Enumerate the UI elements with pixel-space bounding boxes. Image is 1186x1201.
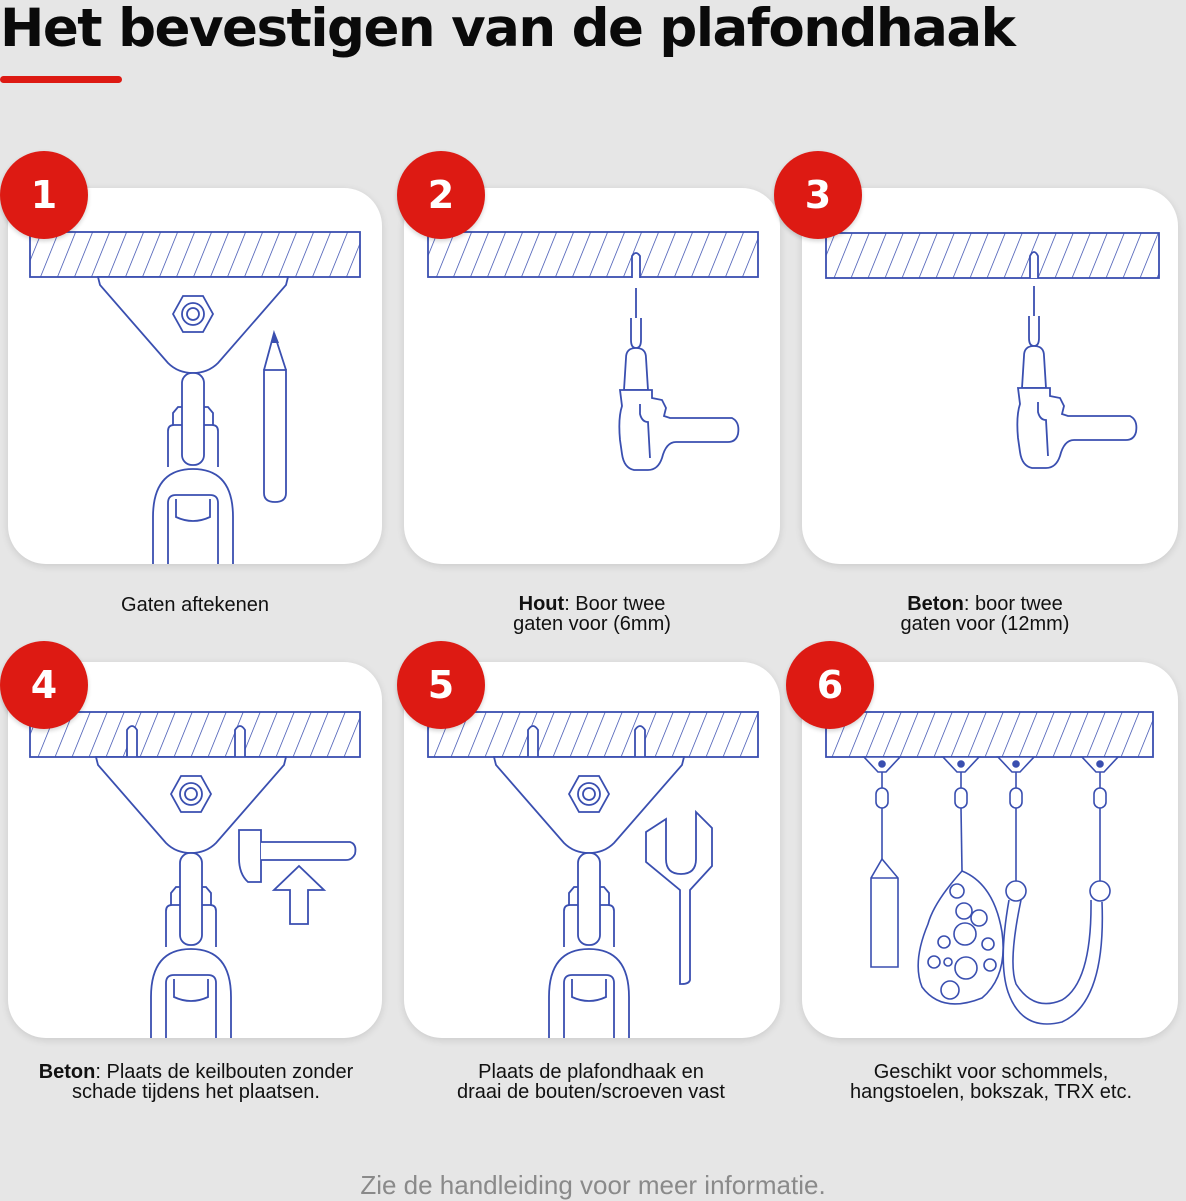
step-badge-5: 5: [397, 641, 485, 729]
footer-note: Zie de handleiding voor meer informatie.: [360, 1170, 826, 1200]
page-title: Het bevestigen van de plafondhaak: [0, 0, 1015, 59]
drill-into-wood-ceiling-icon: [404, 188, 780, 564]
step-caption-3-bold: Beton: [907, 593, 964, 615]
step-badge-6: 6: [786, 641, 874, 729]
step-card-2: [404, 188, 780, 564]
step-caption-1: [8, 595, 382, 615]
ceiling-hook-with-pencil-icon: [8, 188, 382, 564]
step-badge-4: 4: [0, 641, 88, 729]
step-caption-1-text: Gaten aftekenen: [121, 594, 269, 616]
step-card-1: [8, 188, 382, 564]
step-badge-3: 3: [774, 151, 862, 239]
title-accent-underline: [0, 76, 122, 83]
step-caption-3: [880, 594, 1090, 634]
step-caption-6: [826, 1062, 1156, 1102]
step-caption-5-text: Plaats de plafondhaak en draai de bouten/scroeven vast: [457, 1061, 725, 1103]
step-caption-2-text: : Boor twee gaten voor (6mm): [513, 593, 671, 635]
step-caption-6-text: Geschikt voor schommels, hangstoelen, bokszak, TRX etc.: [849, 1061, 1132, 1103]
step-caption-4-text: : Plaats de keilbouten zonder schade tijdens het plaatsen.: [72, 1061, 354, 1103]
step-caption-5: [455, 1062, 727, 1102]
step-badge-2: 2: [397, 151, 485, 239]
step-caption-4-bold: Beton: [38, 1061, 96, 1083]
drill-into-concrete-ceiling-icon: [802, 188, 1178, 564]
step-caption-3-text: : boor twee gaten voor (12mm): [900, 593, 1070, 635]
step-caption-2: [492, 594, 692, 634]
step-card-3: [802, 188, 1178, 564]
step-caption-4: [10, 1062, 382, 1102]
step-caption-2-bold: Hout: [518, 593, 565, 615]
step-badge-1: 1: [0, 151, 88, 239]
